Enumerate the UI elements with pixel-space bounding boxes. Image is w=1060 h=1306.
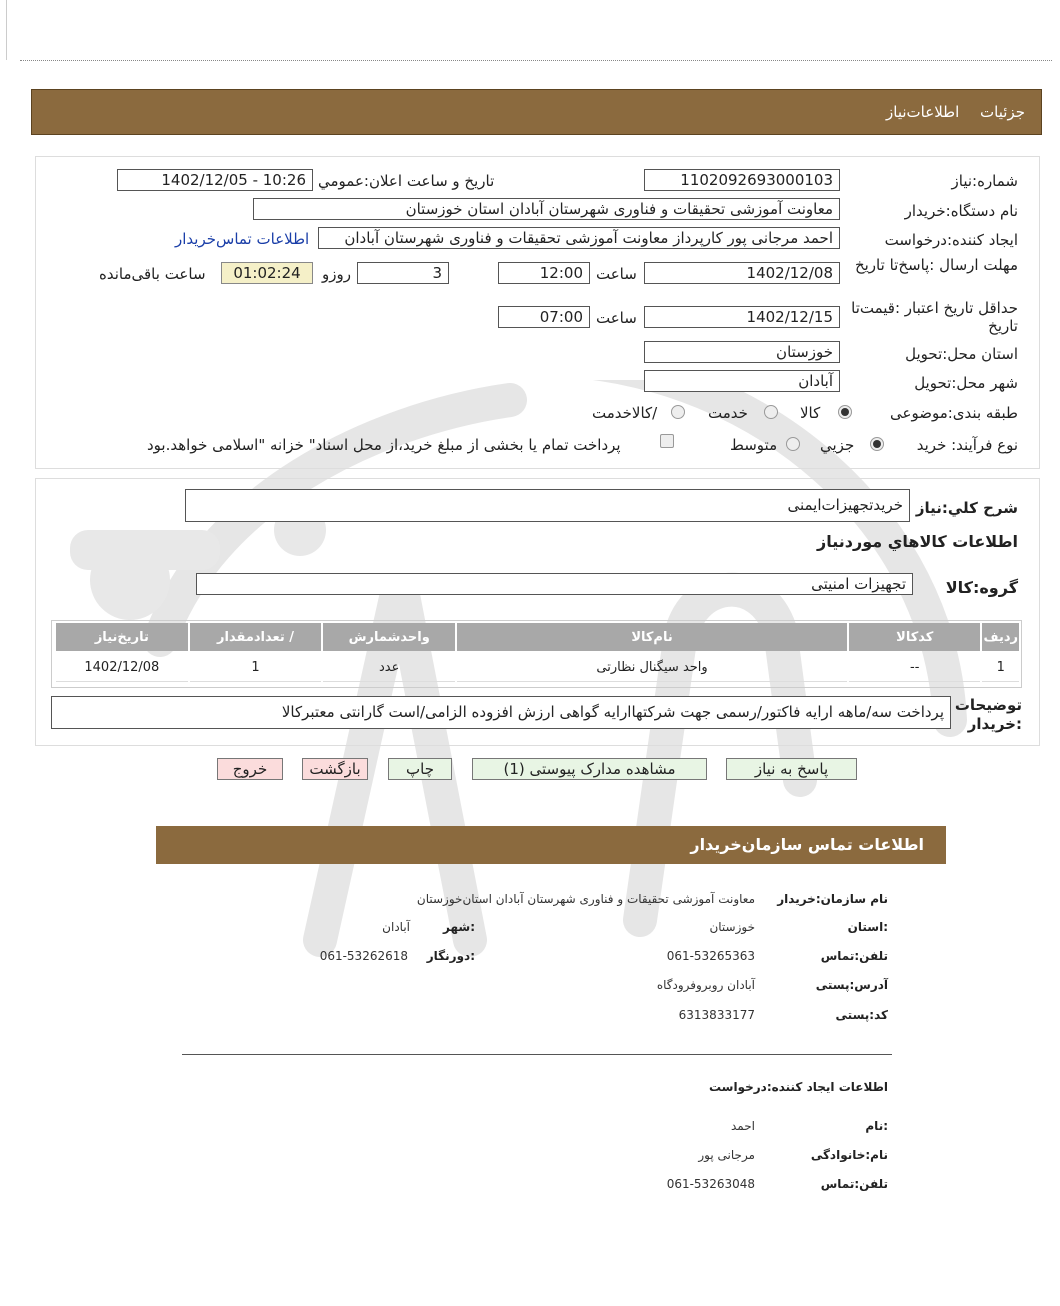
city-field: آبادان bbox=[644, 370, 840, 392]
cell-unit: عدد bbox=[323, 653, 455, 682]
contact-fax-value: 061-53262618 bbox=[319, 949, 408, 963]
creator-field: احمد مرجانی پور کارپرداز معاونت آموزشی تحقیقات و فناوری شهرستان آبادان bbox=[318, 227, 840, 249]
need-number-label: شماره:نیاز bbox=[951, 172, 1018, 190]
category-goods-label: کالا bbox=[800, 404, 821, 422]
exit-button[interactable]: خروج bbox=[217, 758, 283, 780]
creator-family-value: مرجانی پور bbox=[698, 1148, 755, 1162]
col-name-header: نام‌کالا bbox=[457, 623, 847, 651]
buyer-field: معاونت آموزشی تحقیقات و فناوری شهرستان آبادان استان خوزستان bbox=[253, 198, 840, 220]
reply-date-field: 1402/12/08 bbox=[644, 262, 840, 284]
reply-time-field: 12:00 bbox=[498, 262, 590, 284]
days-word: روزو bbox=[322, 265, 351, 283]
validity-time-field: 07:00 bbox=[498, 306, 590, 328]
creator-family-label: نام:خانوادگی bbox=[810, 1148, 888, 1162]
treasury-payment-checkbox[interactable] bbox=[660, 434, 674, 448]
category-service-radio[interactable] bbox=[764, 405, 778, 419]
cell-row: 1 bbox=[982, 653, 1019, 682]
contact-phone-label: تلفن:تماس bbox=[820, 949, 888, 963]
buyer-contact-title: اطلاعات تماس سازمان‌خریدار bbox=[690, 835, 924, 854]
cell-date: 1402/12/08 bbox=[56, 653, 188, 682]
col-qty-header: / تعدادمقدار bbox=[190, 623, 322, 651]
creator-phone-value: 061-53263048 bbox=[666, 1177, 755, 1191]
goods-group-label: گروه:کالا bbox=[945, 578, 1018, 597]
creator-phone-label: تلفن:تماس bbox=[820, 1177, 888, 1191]
cell-code: -- bbox=[849, 653, 980, 682]
contact-postal-label: کد:پستی bbox=[835, 1008, 888, 1022]
print-button[interactable]: چاپ bbox=[388, 758, 452, 780]
contact-city-label: :شهر bbox=[443, 920, 475, 934]
need-number-field: 1102092693000103 bbox=[644, 169, 840, 191]
process-partial-radio[interactable] bbox=[870, 437, 884, 451]
category-label: طبقه بندی:موضوعی bbox=[890, 404, 1018, 422]
contact-address-label: آدرس:پستی bbox=[815, 978, 888, 992]
contact-city-value: آبادان bbox=[382, 920, 410, 934]
creator-info-title: اطلاعات ایجاد کننده:درخواست bbox=[708, 1080, 888, 1094]
process-partial-label: جزیي bbox=[820, 436, 855, 454]
col-unit-header: واحدشمارش bbox=[323, 623, 455, 651]
creator-name-label: :نام bbox=[865, 1119, 888, 1133]
reply-deadline-label: مهلت ارسال :پاسخ‌تا تاریخ bbox=[854, 256, 1018, 274]
contact-divider bbox=[182, 1054, 892, 1055]
col-date-header: تاریخ‌نیاز bbox=[56, 623, 188, 651]
items-table bbox=[54, 621, 1021, 684]
category-both-radio[interactable] bbox=[671, 405, 685, 419]
category-both-label: /کالاخدمت bbox=[592, 404, 658, 422]
items-table-frame bbox=[51, 620, 1022, 688]
process-medium-label: متوسط bbox=[730, 436, 778, 454]
col-row-header: ردیف bbox=[982, 623, 1019, 651]
cell-name: واحد سیگنال نظارتی bbox=[457, 653, 847, 682]
contact-fax-label: :دورنگار bbox=[426, 949, 475, 963]
reply-time-word: ساعت bbox=[596, 265, 637, 283]
province-label: استان محل:تحویل bbox=[905, 345, 1018, 363]
cell-qty: 1 bbox=[190, 653, 322, 682]
contact-address-value: آبادان روبروفرودگاه bbox=[656, 978, 755, 992]
items-section-title: اطلاعات کالاهاي موردنياز bbox=[817, 532, 1018, 551]
process-medium-radio[interactable] bbox=[786, 437, 800, 451]
process-label: نوع فرآیند: خرید bbox=[916, 436, 1018, 454]
details-header-bar bbox=[31, 89, 1042, 135]
reply-to-need-button[interactable]: پاسخ به نیاز bbox=[726, 758, 857, 780]
days-field: 3 bbox=[357, 262, 449, 284]
org-name-value: معاونت آموزشی تحقیقات و فناوری شهرستان آبادان استان‌خوزستان bbox=[416, 892, 755, 906]
general-desc-field: خریدتجهیزات‌ایمنی bbox=[185, 489, 910, 522]
buyer-label: نام دستگاه:خریدار bbox=[904, 202, 1018, 220]
buyer-contact-header bbox=[156, 826, 946, 864]
view-attachments-button[interactable]: مشاهده مدارک پیوستی (1) bbox=[472, 758, 707, 780]
province-field: خوزستان bbox=[644, 341, 840, 363]
general-desc-label: شرح کلي:نیاز bbox=[915, 499, 1018, 517]
city-label: شهر محل:تحویل bbox=[914, 374, 1018, 392]
top-dotted-divider bbox=[20, 60, 1052, 61]
back-button[interactable]: بازگشت bbox=[302, 758, 368, 780]
validity-date-field: 1402/12/15 bbox=[644, 306, 840, 328]
col-code-header: کدکالا bbox=[849, 623, 980, 651]
category-service-label: خدمت bbox=[708, 404, 748, 422]
buyer-notes-label: توضیحات :خریدار bbox=[954, 696, 1022, 733]
validity-label: حداقل تاریخ اعتبار :قیمت‌تا تاریخ bbox=[851, 299, 1018, 335]
creator-label: ایجاد کننده:درخواست bbox=[884, 231, 1018, 249]
category-goods-radio[interactable] bbox=[838, 405, 852, 419]
left-border-line bbox=[6, 0, 7, 60]
org-name-label: نام سازمان:خریدار bbox=[777, 892, 888, 906]
announce-label: تاریخ و ساعت اعلان:عمومي bbox=[318, 172, 495, 190]
creator-name-value: احمد bbox=[731, 1119, 755, 1133]
announce-date-field: 1402/12/05 - 10:26 bbox=[117, 169, 313, 191]
treasury-payment-note: پرداخت تمام یا بخشی از مبلغ خرید،از محل اسناد" خزانه "اسلامی خواهد.بود bbox=[147, 436, 621, 454]
contact-province-value: خوزستان bbox=[709, 920, 755, 934]
validity-time-word: ساعت bbox=[596, 309, 637, 327]
header-need-info: اطلاعات‌نیاز bbox=[886, 103, 960, 121]
buyer-notes-field: پرداخت سه/ماهه ارایه فاکتور/رسمی جهت شرکتهاارایه گواهی ارزش افزوده الزامی/است گارانتی معتبرکالا bbox=[51, 696, 951, 729]
contact-postal-value: 6313833177 bbox=[678, 1008, 755, 1022]
buyer-contact-link[interactable]: اطلاعات تماس‌خریدار bbox=[175, 230, 310, 248]
goods-group-field: تجهیزات امنیتی bbox=[196, 573, 913, 595]
header-details: جزئیات bbox=[980, 103, 1025, 121]
contact-province-label: :استان bbox=[847, 920, 888, 934]
remaining-timer: 01:02:24 bbox=[221, 262, 313, 284]
contact-phone-value: 061-53265363 bbox=[666, 949, 755, 963]
remaining-label: ساعت باقی‌مانده bbox=[99, 265, 206, 283]
table-row bbox=[56, 653, 1019, 682]
